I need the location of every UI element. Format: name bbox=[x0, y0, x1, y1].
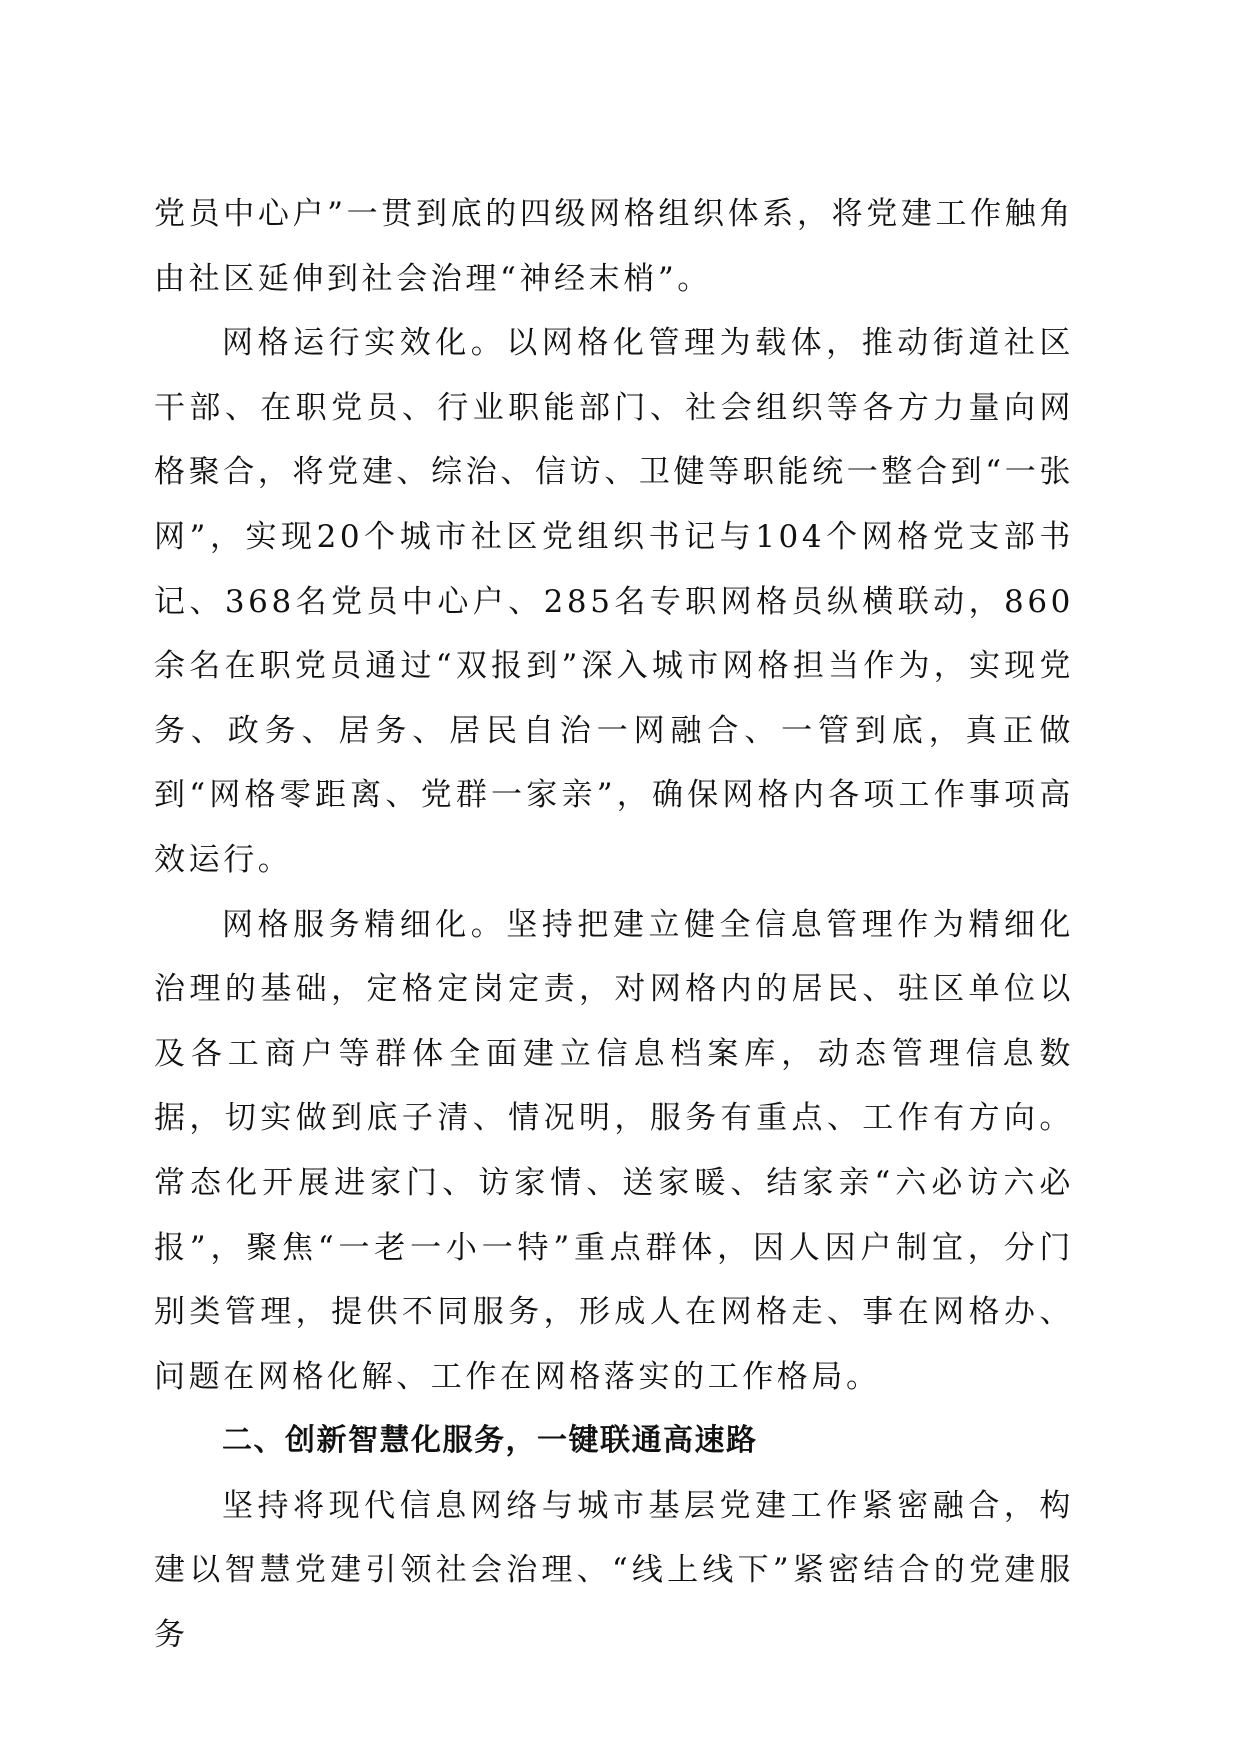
paragraph-grid-service-refinement: 网格服务精细化。坚持把建立健全信息管理作为精细化治理的基础，定格定岗定责，对网格内的居民、驻区单位以及各工商户等群体全面建立信息档案库，动态管理信息数据，切实做到底子清、情况明，服务有重点、工作有方向。常态化开展进家门、访家情、送家暖、结家亲“六必访六必报”，聚焦“一老一小一特”重点群体，因人因户制宜，分门别类管理，提供不同服务，形成人在网格走、事在网格办、问题在网格化解、工作在网格落实的工作格局。 bbox=[154, 906, 1074, 1395]
paragraph-smart-party-building: 坚持将现代信息网络与城市基层党建工作紧密融合，构建以智慧党建引领社会治理、“线上线下”紧密结合的党建服务 bbox=[154, 1487, 1074, 1654]
paragraph-grid-organization-continued: 党员中心户”一贯到底的四级网格组织体系，将党建工作触角由社区延伸到社会治理“神经末梢”。 bbox=[154, 196, 1074, 297]
paragraph-grid-operation-effectiveness: 网格运行实效化。以网格化管理为载体，推动街道社区干部、在职党员、行业职能部门、社会组织等各方力量向网格聚合，将党建、综治、信访、卫健等职能统一整合到“一张网”，实现20个城市社区党组织书记与104个网格党支部书记、368名党员中心户、285名专职网格员纵横联动，860余名在职党员通过“双报到”深入城市网格担当作为，实现党务、政务、居务、居民自治一网融合、一管到底，真正做到“网格零距离、党群一家亲”，确保网格内各项工作事项高效运行。 bbox=[154, 325, 1074, 878]
section-heading-smart-service: 二、创新智慧化服务，一键联通高速路 bbox=[222, 1423, 758, 1459]
document-body bbox=[154, 182, 1074, 1668]
